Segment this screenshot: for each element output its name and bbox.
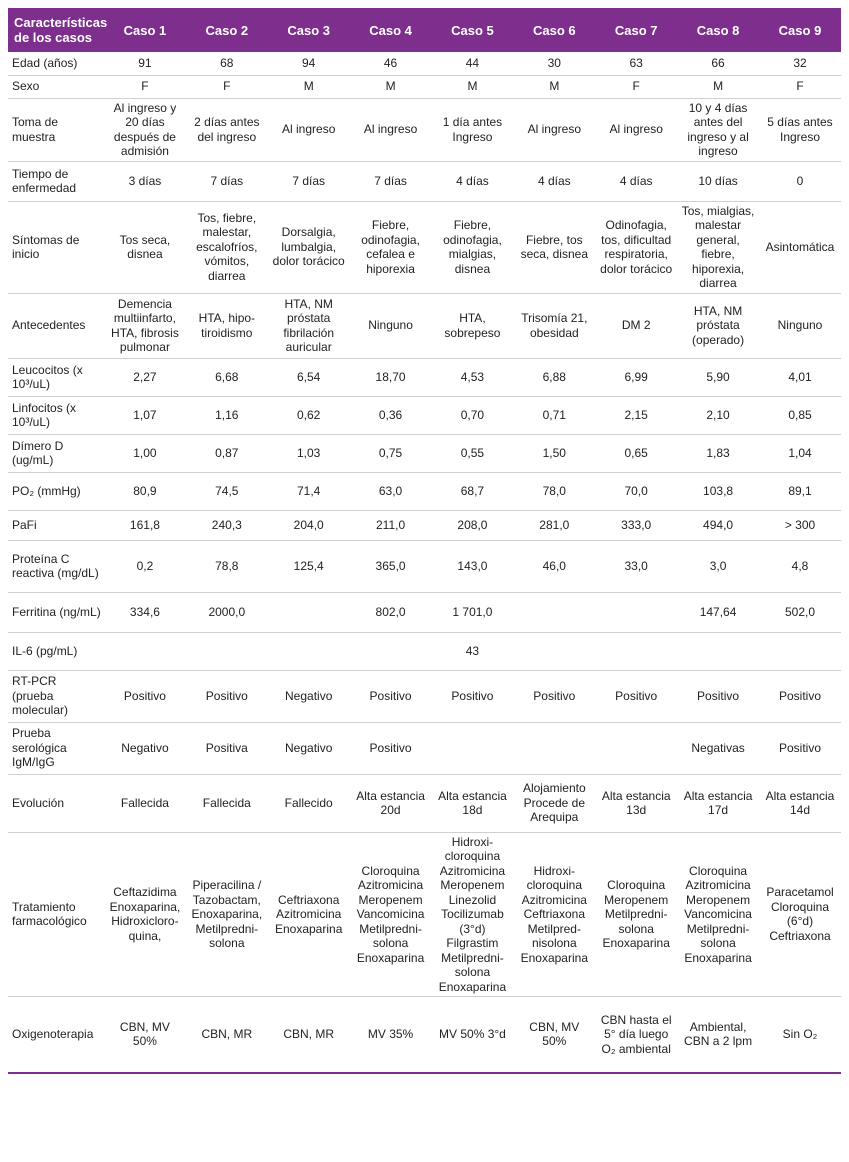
- cell-case-2: HTA, hipo-tiroidismo: [186, 293, 268, 358]
- table-row: [8, 293, 841, 358]
- cell-case-7: 4 días: [595, 161, 677, 201]
- cell-case-3: 1,03: [268, 434, 350, 472]
- table-row: [8, 540, 841, 592]
- cell-case-7: 0,65: [595, 434, 677, 472]
- cell-case-8: Negativas: [677, 722, 759, 774]
- header-case-5: Caso 5: [432, 8, 514, 52]
- cell-case-4: [350, 632, 432, 670]
- cell-case-2: 7 días: [186, 161, 268, 201]
- row-label: Proteína C reactiva (mg/dL): [8, 540, 104, 592]
- row-label: PO₂ (mmHg): [8, 472, 104, 510]
- cell-case-5: HTA, sobrepeso: [432, 293, 514, 358]
- cell-case-3: 94: [268, 52, 350, 75]
- cell-case-6: 30: [513, 52, 595, 75]
- cell-case-6: 0,71: [513, 396, 595, 434]
- cell-case-7: 63: [595, 52, 677, 75]
- cell-case-1: Fallecida: [104, 774, 186, 832]
- cell-case-8: [677, 632, 759, 670]
- cell-case-1: 80,9: [104, 472, 186, 510]
- cell-case-8: HTA, NM próstata (operado): [677, 293, 759, 358]
- cell-case-4: Alta estancia 20d: [350, 774, 432, 832]
- table-row: [8, 832, 841, 997]
- cell-case-6: Hidroxi-cloroquina Azitromicina Ceftriaxona Metilpred-nisolona Enoxaparina: [513, 832, 595, 997]
- cell-case-8: 103,8: [677, 472, 759, 510]
- cell-case-6: Trisomía 21, obesidad: [513, 293, 595, 358]
- header-characteristics: Características de los casos: [8, 8, 104, 52]
- cell-case-4: Ninguno: [350, 293, 432, 358]
- cell-case-4: 802,0: [350, 592, 432, 632]
- cell-case-7: Al ingreso: [595, 98, 677, 161]
- cell-case-5: 0,55: [432, 434, 514, 472]
- header-row: [8, 8, 841, 52]
- cell-case-3: HTA, NM próstata fibrilación auricular: [268, 293, 350, 358]
- row-label: Evolución: [8, 774, 104, 832]
- cell-case-2: [186, 632, 268, 670]
- cell-case-7: [595, 632, 677, 670]
- cell-case-5: 143,0: [432, 540, 514, 592]
- cell-case-8: 5,90: [677, 358, 759, 396]
- cell-case-9: 0,85: [759, 396, 841, 434]
- cell-case-8: 66: [677, 52, 759, 75]
- cell-case-9: 4,01: [759, 358, 841, 396]
- cell-case-9: 502,0: [759, 592, 841, 632]
- cell-case-9: F: [759, 75, 841, 98]
- cell-case-4: Al ingreso: [350, 98, 432, 161]
- cell-case-7: 2,15: [595, 396, 677, 434]
- cell-case-9: Positivo: [759, 722, 841, 774]
- cell-case-8: Cloroquina Azitromicina Meropenem Vancomicina Metilpredni-solona Enoxaparina: [677, 832, 759, 997]
- cell-case-4: 365,0: [350, 540, 432, 592]
- cell-case-5: 4,53: [432, 358, 514, 396]
- cell-case-9: Sin O₂: [759, 997, 841, 1073]
- cell-case-2: 1,16: [186, 396, 268, 434]
- cell-case-3: CBN, MR: [268, 997, 350, 1073]
- cell-case-9: 4,8: [759, 540, 841, 592]
- cell-case-7: Positivo: [595, 670, 677, 722]
- cell-case-7: 333,0: [595, 510, 677, 540]
- cell-case-6: 6,88: [513, 358, 595, 396]
- cell-case-5: 43: [432, 632, 514, 670]
- header-case-6: Caso 6: [513, 8, 595, 52]
- cell-case-2: 2000,0: [186, 592, 268, 632]
- cell-case-2: 6,68: [186, 358, 268, 396]
- cell-case-5: Hidroxi-cloroquina Azitromicina Meropenem Linezolid Tocilizumab (3°d) Filgrastim Metilpredni-solona Enoxaparina: [432, 832, 514, 997]
- cell-case-3: 71,4: [268, 472, 350, 510]
- cell-case-9: 0: [759, 161, 841, 201]
- row-label: Toma de muestra: [8, 98, 104, 161]
- cell-case-4: 63,0: [350, 472, 432, 510]
- header-case-1: Caso 1: [104, 8, 186, 52]
- cell-case-8: 10 días: [677, 161, 759, 201]
- cell-case-7: 6,99: [595, 358, 677, 396]
- cell-case-9: Ninguno: [759, 293, 841, 358]
- cell-case-4: Cloroquina Azitromicina Meropenem Vancomicina Metilpredni-solona Enoxaparina: [350, 832, 432, 997]
- cell-case-6: [513, 632, 595, 670]
- cell-case-1: 1,00: [104, 434, 186, 472]
- cell-case-7: 70,0: [595, 472, 677, 510]
- cell-case-2: Positiva: [186, 722, 268, 774]
- cell-case-2: Fallecida: [186, 774, 268, 832]
- cell-case-5: 1 701,0: [432, 592, 514, 632]
- cell-case-7: Odinofagia, tos, dificultad respiratoria, dolor torácico: [595, 201, 677, 293]
- row-label: Oxigenoterapia: [8, 997, 104, 1073]
- cell-case-4: 0,75: [350, 434, 432, 472]
- cell-case-1: 2,27: [104, 358, 186, 396]
- table-header: [8, 8, 841, 52]
- cell-case-9: Alta estancia 14d: [759, 774, 841, 832]
- cell-case-8: Alta estancia 17d: [677, 774, 759, 832]
- table-row: [8, 52, 841, 75]
- cases-characteristics-table: [8, 8, 841, 1074]
- cell-case-7: [595, 722, 677, 774]
- cell-case-3: 125,4: [268, 540, 350, 592]
- cell-case-3: Negativo: [268, 722, 350, 774]
- table-row: [8, 774, 841, 832]
- table-row: [8, 632, 841, 670]
- header-case-2: Caso 2: [186, 8, 268, 52]
- cell-case-5: 68,7: [432, 472, 514, 510]
- cell-case-6: CBN, MV 50%: [513, 997, 595, 1073]
- header-case-3: Caso 3: [268, 8, 350, 52]
- row-label: PaFi: [8, 510, 104, 540]
- cell-case-3: Ceftriaxona Azitromicina Enoxaparina: [268, 832, 350, 997]
- cell-case-4: 46: [350, 52, 432, 75]
- cell-case-2: Tos, fiebre, malestar, escalofríos, vómitos, diarrea: [186, 201, 268, 293]
- row-label: Síntomas de inicio: [8, 201, 104, 293]
- cell-case-7: DM 2: [595, 293, 677, 358]
- cell-case-1: 161,8: [104, 510, 186, 540]
- cell-case-2: CBN, MR: [186, 997, 268, 1073]
- header-case-4: Caso 4: [350, 8, 432, 52]
- table-row: [8, 472, 841, 510]
- cell-case-8: Ambiental, CBN a 2 lpm: [677, 997, 759, 1073]
- cell-case-3: 204,0: [268, 510, 350, 540]
- cell-case-9: [759, 632, 841, 670]
- cell-case-6: Positivo: [513, 670, 595, 722]
- cell-case-6: [513, 722, 595, 774]
- cell-case-2: 240,3: [186, 510, 268, 540]
- cell-case-3: Fallecido: [268, 774, 350, 832]
- cell-case-7: 33,0: [595, 540, 677, 592]
- cell-case-9: 5 días antes Ingreso: [759, 98, 841, 161]
- cell-case-5: 1 día antes Ingreso: [432, 98, 514, 161]
- cell-case-9: Asintomática: [759, 201, 841, 293]
- table-row: [8, 161, 841, 201]
- cell-case-8: 147,64: [677, 592, 759, 632]
- cell-case-7: F: [595, 75, 677, 98]
- cell-case-1: 0,2: [104, 540, 186, 592]
- table-row: [8, 75, 841, 98]
- cell-case-2: Piperacilina / Tazobactam, Enoxaparina, Metilpredni-solona: [186, 832, 268, 997]
- header-case-8: Caso 8: [677, 8, 759, 52]
- cell-case-3: 0,62: [268, 396, 350, 434]
- cell-case-1: 334,6: [104, 592, 186, 632]
- cell-case-6: M: [513, 75, 595, 98]
- cell-case-1: Negativo: [104, 722, 186, 774]
- cell-case-2: 68: [186, 52, 268, 75]
- cell-case-9: Positivo: [759, 670, 841, 722]
- cell-case-2: 74,5: [186, 472, 268, 510]
- cell-case-4: M: [350, 75, 432, 98]
- cell-case-8: 1,83: [677, 434, 759, 472]
- cell-case-4: 0,36: [350, 396, 432, 434]
- cell-case-1: 91: [104, 52, 186, 75]
- cell-case-8: M: [677, 75, 759, 98]
- row-label: Linfocitos (x 10³/uL): [8, 396, 104, 434]
- cell-case-2: F: [186, 75, 268, 98]
- row-label: Ferritina (ng/mL): [8, 592, 104, 632]
- cell-case-8: 10 y 4 días antes del ingreso y al ingreso: [677, 98, 759, 161]
- table-row: [8, 670, 841, 722]
- cell-case-4: Fiebre, odinofagia, cefalea e hiporexia: [350, 201, 432, 293]
- cell-case-7: Alta estancia 13d: [595, 774, 677, 832]
- row-label: Dímero D (ug/mL): [8, 434, 104, 472]
- row-label: Tiempo de enfermedad: [8, 161, 104, 201]
- cell-case-5: Alta estancia 18d: [432, 774, 514, 832]
- cell-case-3: 7 días: [268, 161, 350, 201]
- cell-case-8: 2,10: [677, 396, 759, 434]
- table-row: [8, 98, 841, 161]
- cell-case-3: [268, 632, 350, 670]
- cell-case-4: Positivo: [350, 722, 432, 774]
- cell-case-4: 211,0: [350, 510, 432, 540]
- cell-case-9: Paracetamol Cloroquina (6°d) Ceftriaxona: [759, 832, 841, 997]
- cell-case-3: M: [268, 75, 350, 98]
- row-label: Prueba serológica IgM/IgG: [8, 722, 104, 774]
- cell-case-9: 1,04: [759, 434, 841, 472]
- cell-case-1: CBN, MV 50%: [104, 997, 186, 1073]
- cell-case-9: 89,1: [759, 472, 841, 510]
- cell-case-6: 1,50: [513, 434, 595, 472]
- cell-case-2: 0,87: [186, 434, 268, 472]
- header-case-9: Caso 9: [759, 8, 841, 52]
- row-label: Sexo: [8, 75, 104, 98]
- cell-case-1: Tos seca, disnea: [104, 201, 186, 293]
- cell-case-5: 208,0: [432, 510, 514, 540]
- table-row: [8, 396, 841, 434]
- cell-case-8: Tos, mialgias, malestar general, fiebre, hiporexia, diarrea: [677, 201, 759, 293]
- cell-case-5: 4 días: [432, 161, 514, 201]
- cell-case-5: MV 50% 3°d: [432, 997, 514, 1073]
- cell-case-1: Ceftazidima Enoxaparina, Hidroxicloro-quina,: [104, 832, 186, 997]
- cell-case-3: 6,54: [268, 358, 350, 396]
- cell-case-3: Dorsalgia, lumbalgia, dolor torácico: [268, 201, 350, 293]
- row-label: Tratamiento farmacológico: [8, 832, 104, 997]
- table-row: [8, 358, 841, 396]
- cell-case-6: [513, 592, 595, 632]
- cell-case-6: Al ingreso: [513, 98, 595, 161]
- cell-case-5: Fiebre, odinofagia, mialgias, disnea: [432, 201, 514, 293]
- cell-case-2: 2 días antes del ingreso: [186, 98, 268, 161]
- cell-case-1: Positivo: [104, 670, 186, 722]
- table-row: [8, 997, 841, 1073]
- cell-case-6: Fiebre, tos seca, disnea: [513, 201, 595, 293]
- cell-case-8: 3,0: [677, 540, 759, 592]
- row-label: IL-6 (pg/mL): [8, 632, 104, 670]
- row-label: Antecedentes: [8, 293, 104, 358]
- header-case-7: Caso 7: [595, 8, 677, 52]
- table-row: [8, 201, 841, 293]
- table-row: [8, 592, 841, 632]
- cell-case-3: [268, 592, 350, 632]
- cell-case-5: Positivo: [432, 670, 514, 722]
- cell-case-6: 281,0: [513, 510, 595, 540]
- cell-case-4: MV 35%: [350, 997, 432, 1073]
- table-row: [8, 434, 841, 472]
- cell-case-9: 32: [759, 52, 841, 75]
- cell-case-6: Alojamiento Procede de Arequipa: [513, 774, 595, 832]
- cell-case-5: 44: [432, 52, 514, 75]
- row-label: RT-PCR (prueba molecular): [8, 670, 104, 722]
- cell-case-6: 78,0: [513, 472, 595, 510]
- cell-case-2: Positivo: [186, 670, 268, 722]
- cell-case-1: 3 días: [104, 161, 186, 201]
- cell-case-8: Positivo: [677, 670, 759, 722]
- cell-case-7: CBN hasta el 5° día luego O₂ ambiental: [595, 997, 677, 1073]
- cell-case-2: 78,8: [186, 540, 268, 592]
- row-label: Edad (años): [8, 52, 104, 75]
- cell-case-6: 4 días: [513, 161, 595, 201]
- table-body: [8, 52, 841, 1073]
- cell-case-7: [595, 592, 677, 632]
- cell-case-3: Negativo: [268, 670, 350, 722]
- table-row: [8, 722, 841, 774]
- cell-case-4: Positivo: [350, 670, 432, 722]
- row-label: Leucocitos (x 10³/uL): [8, 358, 104, 396]
- cell-case-5: M: [432, 75, 514, 98]
- cell-case-1: F: [104, 75, 186, 98]
- cell-case-6: 46,0: [513, 540, 595, 592]
- cell-case-4: 7 días: [350, 161, 432, 201]
- cell-case-1: 1,07: [104, 396, 186, 434]
- cell-case-4: 18,70: [350, 358, 432, 396]
- cell-case-8: 494,0: [677, 510, 759, 540]
- cell-case-5: 0,70: [432, 396, 514, 434]
- table-row: [8, 510, 841, 540]
- cell-case-9: > 300: [759, 510, 841, 540]
- cell-case-1: Al ingreso y 20 días después de admisión: [104, 98, 186, 161]
- cell-case-3: Al ingreso: [268, 98, 350, 161]
- cell-case-5: [432, 722, 514, 774]
- cases-table-container: [8, 8, 841, 1074]
- cell-case-1: Demencia multiinfarto, HTA, fibrosis pulmonar: [104, 293, 186, 358]
- cell-case-1: [104, 632, 186, 670]
- cell-case-7: Cloroquina Meropenem Metilpredni-solona Enoxaparina: [595, 832, 677, 997]
